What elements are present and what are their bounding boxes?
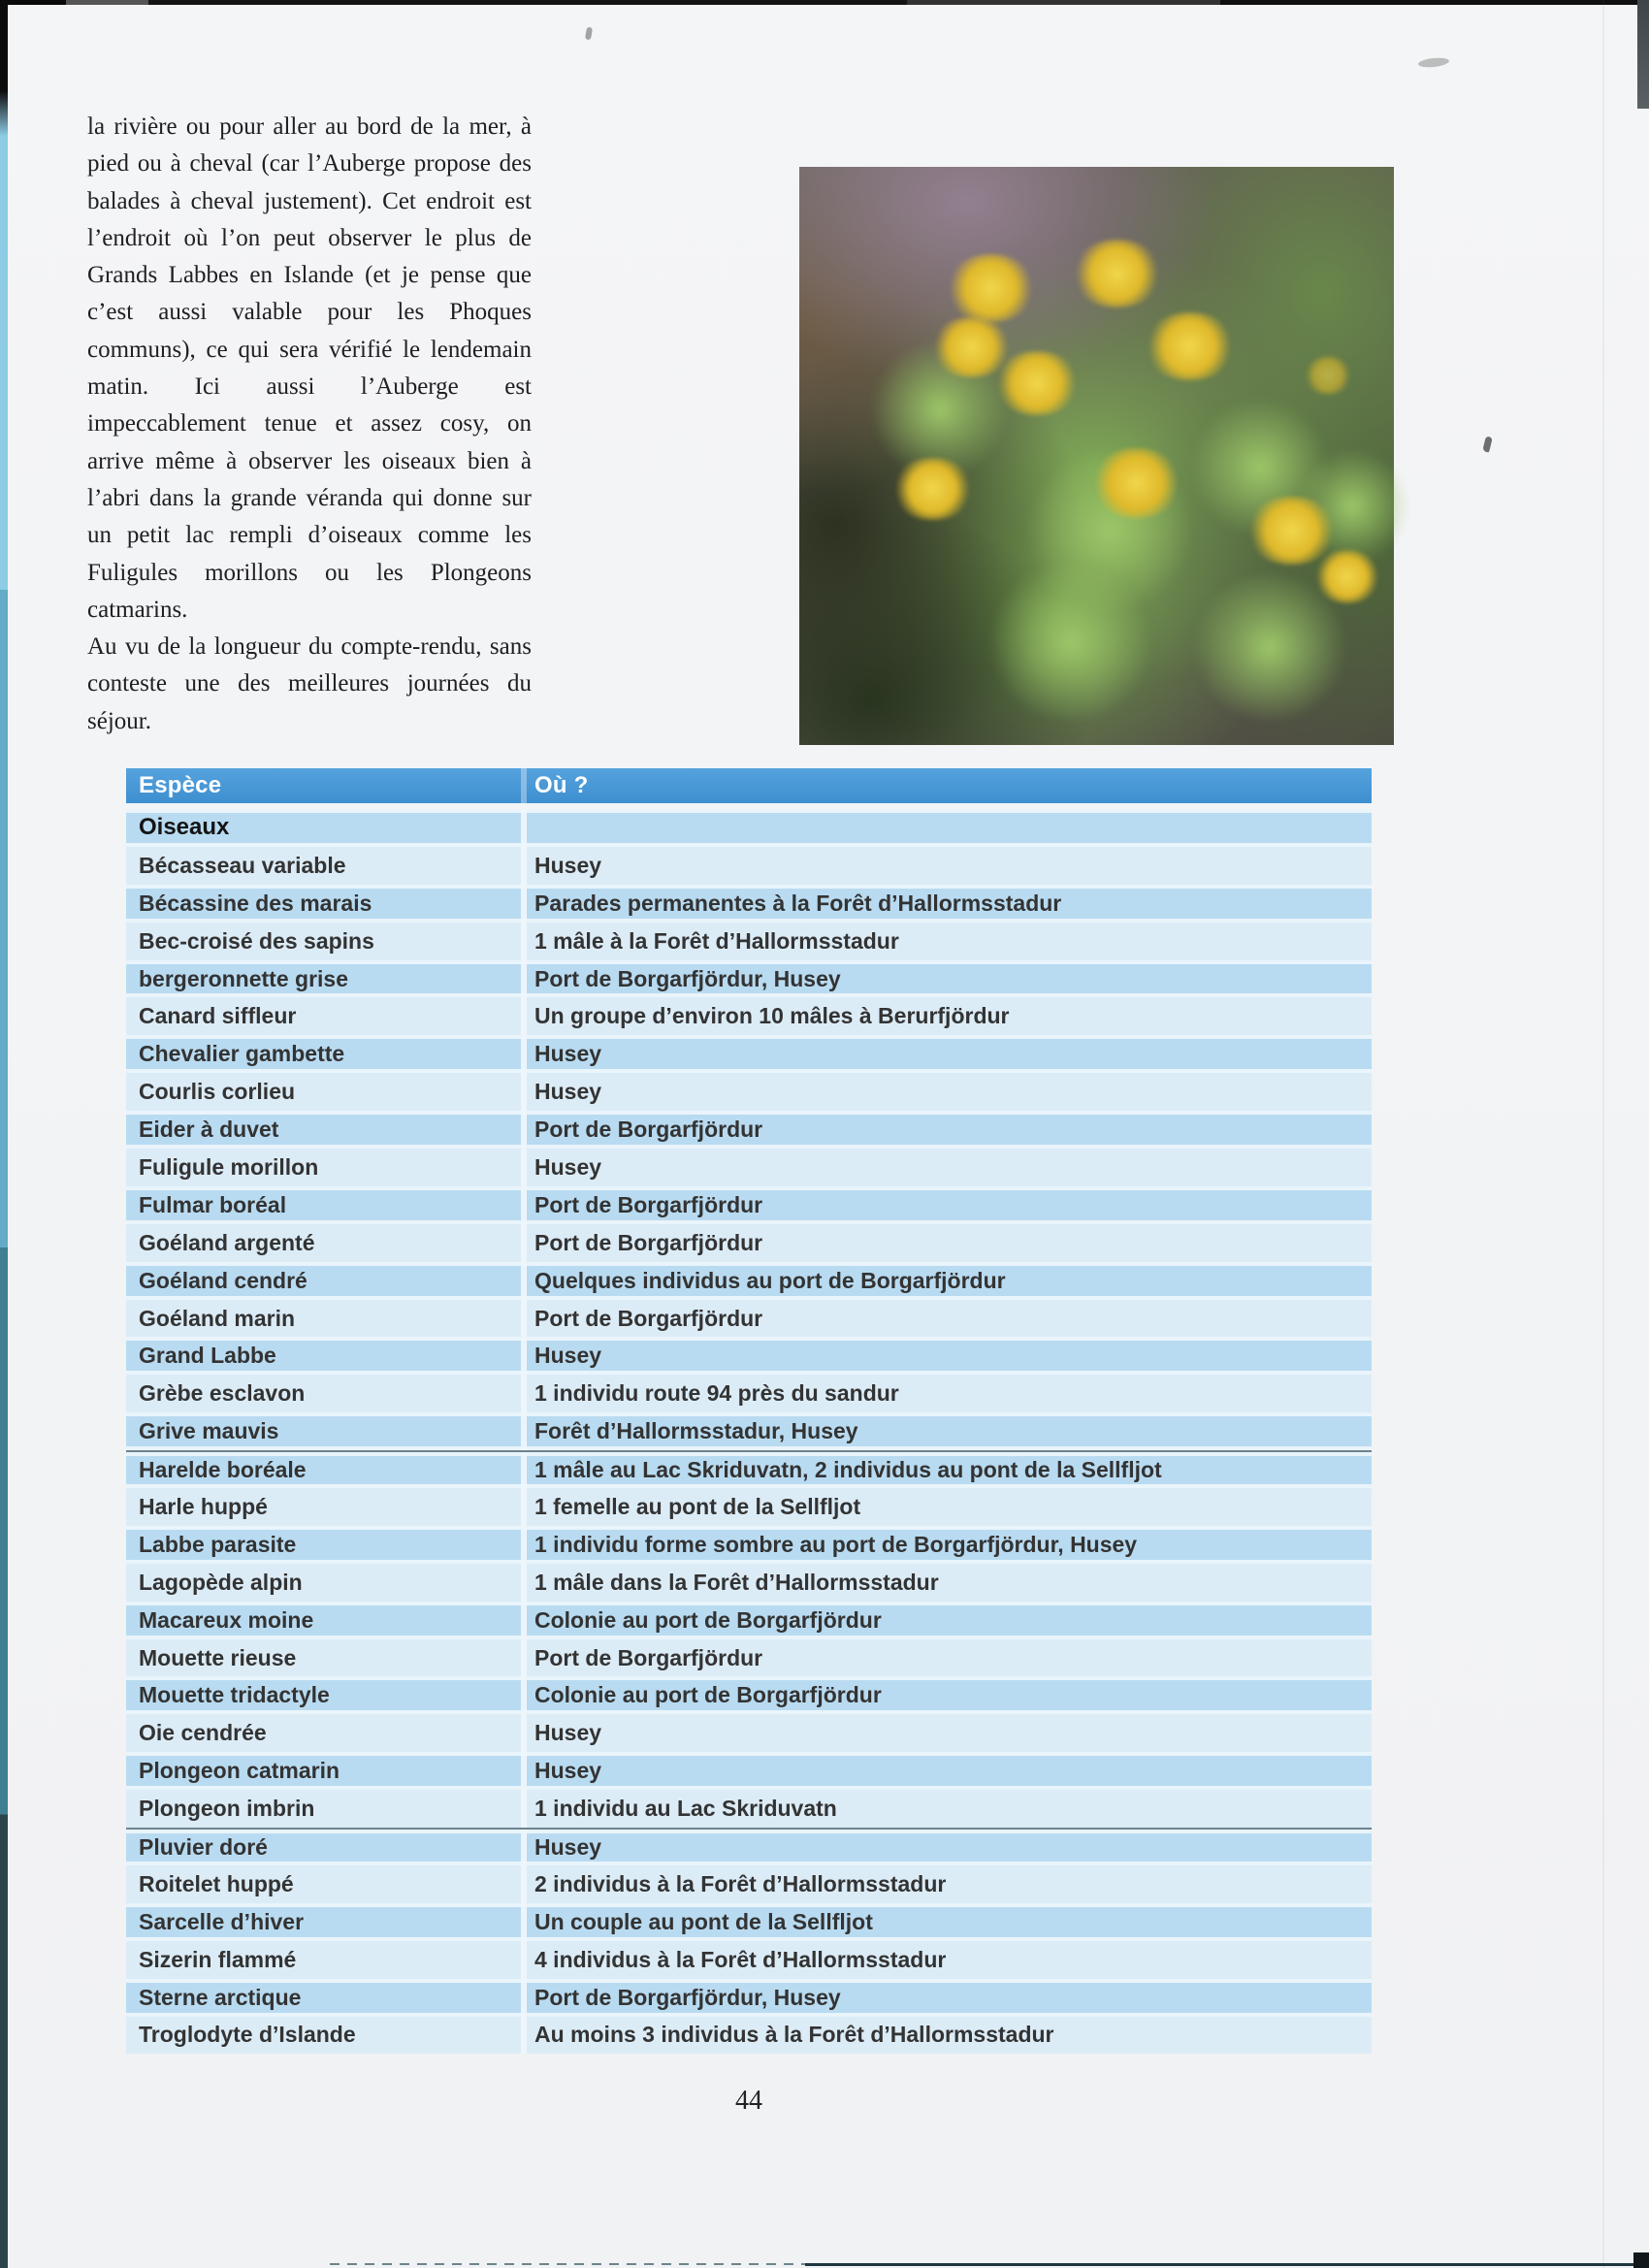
paragraph: la rivière ou pour aller au bord de la mer, à pied ou à cheval (car l’Auberge propose des balades à cheval justement). Cet endroit est l’endroit où l’on peut observer le plus de Grands Labbes en Islande (et je pense que c’est aussi valable pour les Phoques communs), ce qui sera vérifié le lendemain matin. Ici aussi l’Auberge est impeccablement tenue et assez cosy, on arrive même à observer les oiseaux bien à l’abri dans la grande véranda qui donne sur un petit lac rempli d’oiseaux comme les Fuligules morillons ou les Plongeons catmarins. [87, 113, 532, 623]
scan-artifact [1482, 436, 1493, 452]
photo-flower-blob [1144, 312, 1236, 380]
species-cell: Plongeon imbrin [139, 1796, 315, 1822]
species-cell: Goéland cendré [139, 1267, 307, 1293]
location-cell: Parades permanentes à la Forêt d’Hallormsstadur [521, 885, 1372, 923]
location-cell: Un groupe d’environ 10 mâles à Berurfjördur [521, 997, 1372, 1035]
location-cell: Quelques individus au port de Borgarfjördur [521, 1262, 1372, 1300]
photo-flower-blob [1313, 550, 1381, 603]
table-row [126, 1790, 1372, 1828]
location-cell: Port de Borgarfjördur [521, 1224, 1372, 1262]
location-cell: Husey [521, 1035, 1372, 1073]
table-row [126, 1602, 1372, 1639]
location-cell: 1 individu forme sombre au port de Borgarfjördur, Husey [521, 1526, 1372, 1564]
table-row [126, 1300, 1372, 1338]
table-row [126, 1262, 1372, 1300]
table-section-row [126, 809, 1372, 847]
location-cell: 2 individus à la Forêt d’Hallormsstadur [521, 1865, 1372, 1903]
photo-flower-blob [945, 254, 1037, 322]
location-cell: 1 femelle au pont de la Sellfljot [521, 1488, 1372, 1526]
page-number: 44 [735, 2086, 762, 2116]
location-cell: Au moins 3 individus à la Forêt d’Hallormsstadur [521, 2017, 1372, 2055]
table-body [126, 809, 1372, 2054]
species-cell: Bécasseau variable [139, 852, 346, 878]
location-cell: Husey [521, 1149, 1372, 1186]
location-cell: Husey [521, 1714, 1372, 1752]
location-cell: Port de Borgarfjördur [521, 1111, 1372, 1149]
location-cell: 1 individu au Lac Skriduvatn [521, 1790, 1372, 1828]
location-cell: 4 individus à la Forêt d’Hallormsstadur [521, 1941, 1372, 1979]
table-row [126, 1564, 1372, 1602]
scan-artifact [1418, 56, 1450, 68]
table-row [126, 1676, 1372, 1714]
species-cell: Macareux moine [139, 1606, 314, 1633]
species-cell: Sterne arctique [139, 1984, 302, 2010]
table-row [126, 923, 1372, 960]
article-text-block [87, 109, 532, 740]
scan-artifact [585, 27, 593, 41]
location-cell: Husey [521, 847, 1372, 885]
location-cell: 1 mâle dans la Forêt d’Hallormsstadur [521, 1564, 1372, 1602]
table-row [126, 1714, 1372, 1752]
table-row [126, 1941, 1372, 1979]
table-row [126, 960, 1372, 998]
species-cell: Eider à duvet [139, 1117, 279, 1143]
species-cell: Pluvier doré [139, 1833, 268, 1860]
paragraph: Au vu de la longueur du compte-rendu, sans conteste une des meilleures journées du séjour. [87, 633, 532, 734]
table-row [126, 1412, 1372, 1450]
location-cell: Forêt d’Hallormsstadur, Husey [521, 1412, 1372, 1450]
location-cell: 1 individu route 94 près du sandur [521, 1375, 1372, 1412]
table-row [126, 1035, 1372, 1073]
scan-edge-left [0, 0, 8, 2268]
scan-edge-top [0, 0, 1649, 5]
species-cell: Courlis corlieu [139, 1079, 296, 1105]
species-cell: Roitelet huppé [139, 1870, 294, 1896]
table-row [126, 1639, 1372, 1677]
location-cell: Husey [521, 1752, 1372, 1790]
location-cell: Colonie au port de Borgarfjördur [521, 1676, 1372, 1714]
species-cell: Chevalier gambette [139, 1041, 345, 1067]
table-row [126, 847, 1372, 885]
table-header-row [126, 768, 1372, 803]
table-row [126, 997, 1372, 1035]
location-cell: Colonie au port de Borgarfjördur [521, 1602, 1372, 1639]
table-row [126, 1073, 1372, 1111]
table-row [126, 1526, 1372, 1564]
table-row [126, 1224, 1372, 1262]
species-cell: Harle huppé [139, 1493, 268, 1519]
location-cell: Port de Borgarfjördur [521, 1639, 1372, 1677]
table-row [126, 1450, 1372, 1488]
species-cell: Canard siffleur [139, 1003, 297, 1029]
species-cell: Oiseaux [139, 814, 230, 841]
scan-corner-bottom-right [1633, 2252, 1649, 2268]
table-row [126, 1828, 1372, 1865]
species-cell: bergeronnette grise [139, 965, 348, 991]
species-cell: Grive mauvis [139, 1418, 279, 1444]
species-cell: Bec-croisé des sapins [139, 927, 374, 954]
location-cell: 1 mâle au Lac Skriduvatn, 2 individus au pont de la Sellfljot [521, 1452, 1372, 1488]
species-cell: Lagopède alpin [139, 1569, 303, 1595]
column-header-espece: Espèce [139, 772, 222, 798]
photo-flower-blob [891, 458, 974, 520]
table-row [126, 1865, 1372, 1903]
species-table [126, 768, 1372, 2054]
species-cell: Fulmar boréal [139, 1191, 287, 1217]
species-cell: Oie cendrée [139, 1720, 267, 1746]
species-cell: Sizerin flammé [139, 1946, 297, 1972]
species-cell: Labbe parasite [139, 1531, 297, 1557]
species-cell: Mouette rieuse [139, 1644, 297, 1670]
location-cell: Port de Borgarfjördur, Husey [521, 960, 1372, 998]
photo-flower-blob [1071, 240, 1163, 308]
column-header-ou: Où ? [521, 768, 1372, 803]
photo-flower-blob [1304, 356, 1352, 395]
location-cell: Husey [521, 1337, 1372, 1375]
scan-edge-right [1637, 0, 1649, 109]
species-cell: Sarcelle d’hiver [139, 1908, 305, 1934]
photo-flower-blob [1090, 448, 1182, 518]
table-row [126, 1375, 1372, 1412]
species-cell: Bécassine des marais [139, 890, 372, 916]
species-cell: Troglodyte d’Islande [139, 2022, 356, 2048]
species-cell: Mouette tridactyle [139, 1682, 330, 1708]
photo-flower-blob [1245, 497, 1338, 565]
species-cell: Goéland argenté [139, 1229, 315, 1255]
table-row [126, 1903, 1372, 1941]
photo-foliage-blob [984, 565, 1158, 720]
location-cell: Port de Borgarfjördur [521, 1186, 1372, 1224]
table-row [126, 2017, 1372, 2055]
table-row [126, 1752, 1372, 1790]
photo-flower-blob [993, 351, 1081, 415]
species-cell: Grand Labbe [139, 1343, 276, 1369]
species-cell: Harelde boréale [139, 1457, 307, 1483]
species-cell: Grèbe esclavon [139, 1380, 306, 1407]
table-row [126, 1186, 1372, 1224]
page-fold-shadow [1602, 0, 1604, 2268]
species-cell: Plongeon catmarin [139, 1758, 340, 1784]
location-cell: 1 mâle à la Forêt d’Hallormsstadur [521, 923, 1372, 960]
species-cell: Fuligule morillon [139, 1153, 319, 1180]
location-cell: Port de Borgarfjördur [521, 1300, 1372, 1338]
location-cell: Un couple au pont de la Sellfljot [521, 1903, 1372, 1941]
flower-photo [799, 167, 1394, 745]
table-row [126, 1488, 1372, 1526]
species-cell: Goéland marin [139, 1305, 296, 1331]
location-cell: Husey [521, 1830, 1372, 1865]
table-row [126, 1149, 1372, 1186]
table-row [126, 1111, 1372, 1149]
location-cell: Port de Borgarfjördur, Husey [521, 1979, 1372, 2017]
location-cell [521, 809, 1372, 847]
table-row [126, 1337, 1372, 1375]
scan-edge-bottom-line [805, 2263, 1639, 2266]
location-cell: Husey [521, 1073, 1372, 1111]
table-row [126, 885, 1372, 923]
table-row [126, 1979, 1372, 2017]
